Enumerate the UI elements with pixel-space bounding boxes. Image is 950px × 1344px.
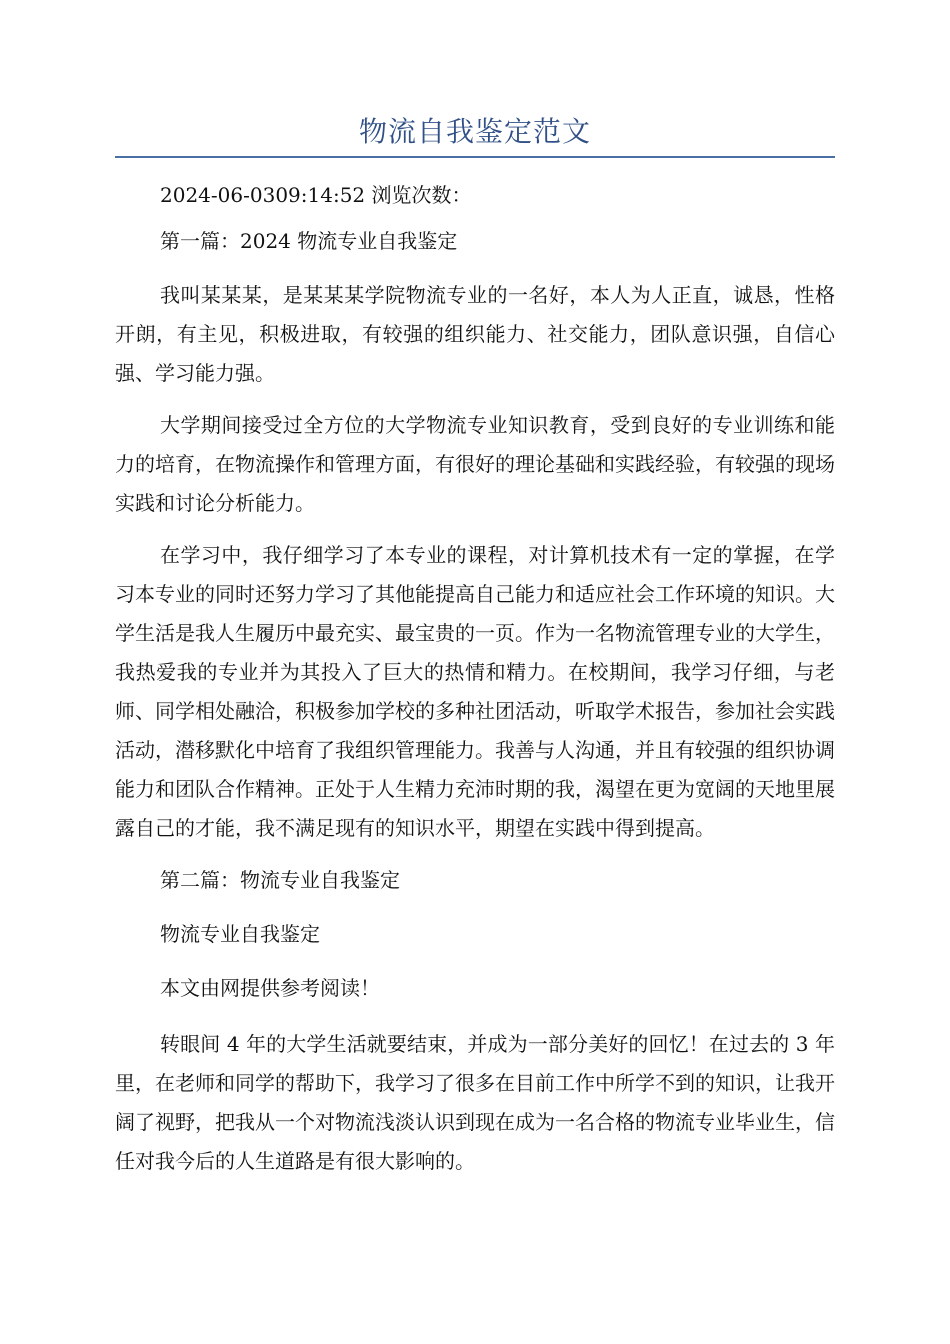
meta-line: 2024-06-0309:14:52 浏览次数： — [160, 183, 472, 207]
paragraph-1: 我叫某某某，是某某某学院物流专业的一名好，本人为人正直，诚恳，性格开朗，有主见，积极进取，有较强的组织能力、社交能力，团队意识强，自信心强、学习能力强。 — [115, 283, 835, 385]
section-heading-2: 第二篇：物流专业自我鉴定 — [160, 868, 400, 892]
page-title: 物流自我鉴定范文 — [358, 115, 591, 148]
title-block — [115, 110, 835, 158]
paragraph-4: 转眼间 4 年的大学生活就要结束，并成为一部分美好的回忆！在过去的 3 年里，在老师和同学的帮助下，我学习了很多在目前工作中所学不到的知识，让我开阔了视野，把我从一个对物流浅淡认识到现在成为一名合格的物流专业毕业生，信任对我今后的人生道路是有很大影响的。 — [115, 1032, 835, 1173]
paragraph-2: 大学期间接受过全方位的大学物流专业知识教育，受到良好的专业训练和能力的培育，在物流操作和管理方面，有很好的理论基础和实践经验，有较强的现场实践和讨论分析能力。 — [115, 413, 835, 515]
section-note: 本文由网提供参考阅读！ — [160, 976, 380, 1000]
section-heading-1: 第一篇：2024 物流专业自我鉴定 — [160, 229, 458, 253]
section-subtitle: 物流专业自我鉴定 — [160, 922, 320, 946]
document-body — [115, 172, 835, 1194]
paragraph-3: 在学习中，我仔细学习了本专业的课程，对计算机技术有一定的掌握，在学习本专业的同时还努力学习了其他能提高自己能力和适应社会工作环境的知识。大学生活是我人生履历中最充实、最宝贵的一页。作为一名物流管理专业的大学生，我热爱我的专业并为其投入了巨大的热情和精力。在校期间，我学习仔细，与老师、同学相处融洽，积极参加学校的多种社团活动，听取学术报告，参加社会实践活动，潜移默化中培育了我组织管理能力。我善与人沟通，并且有较强的组织协调能力和团队合作精神。正处于人生精力充沛时期的我，渴望在更为宽阔的天地里展露自己的才能，我不满足现有的知识水平，期望在实践中得到提高。 — [115, 543, 835, 840]
